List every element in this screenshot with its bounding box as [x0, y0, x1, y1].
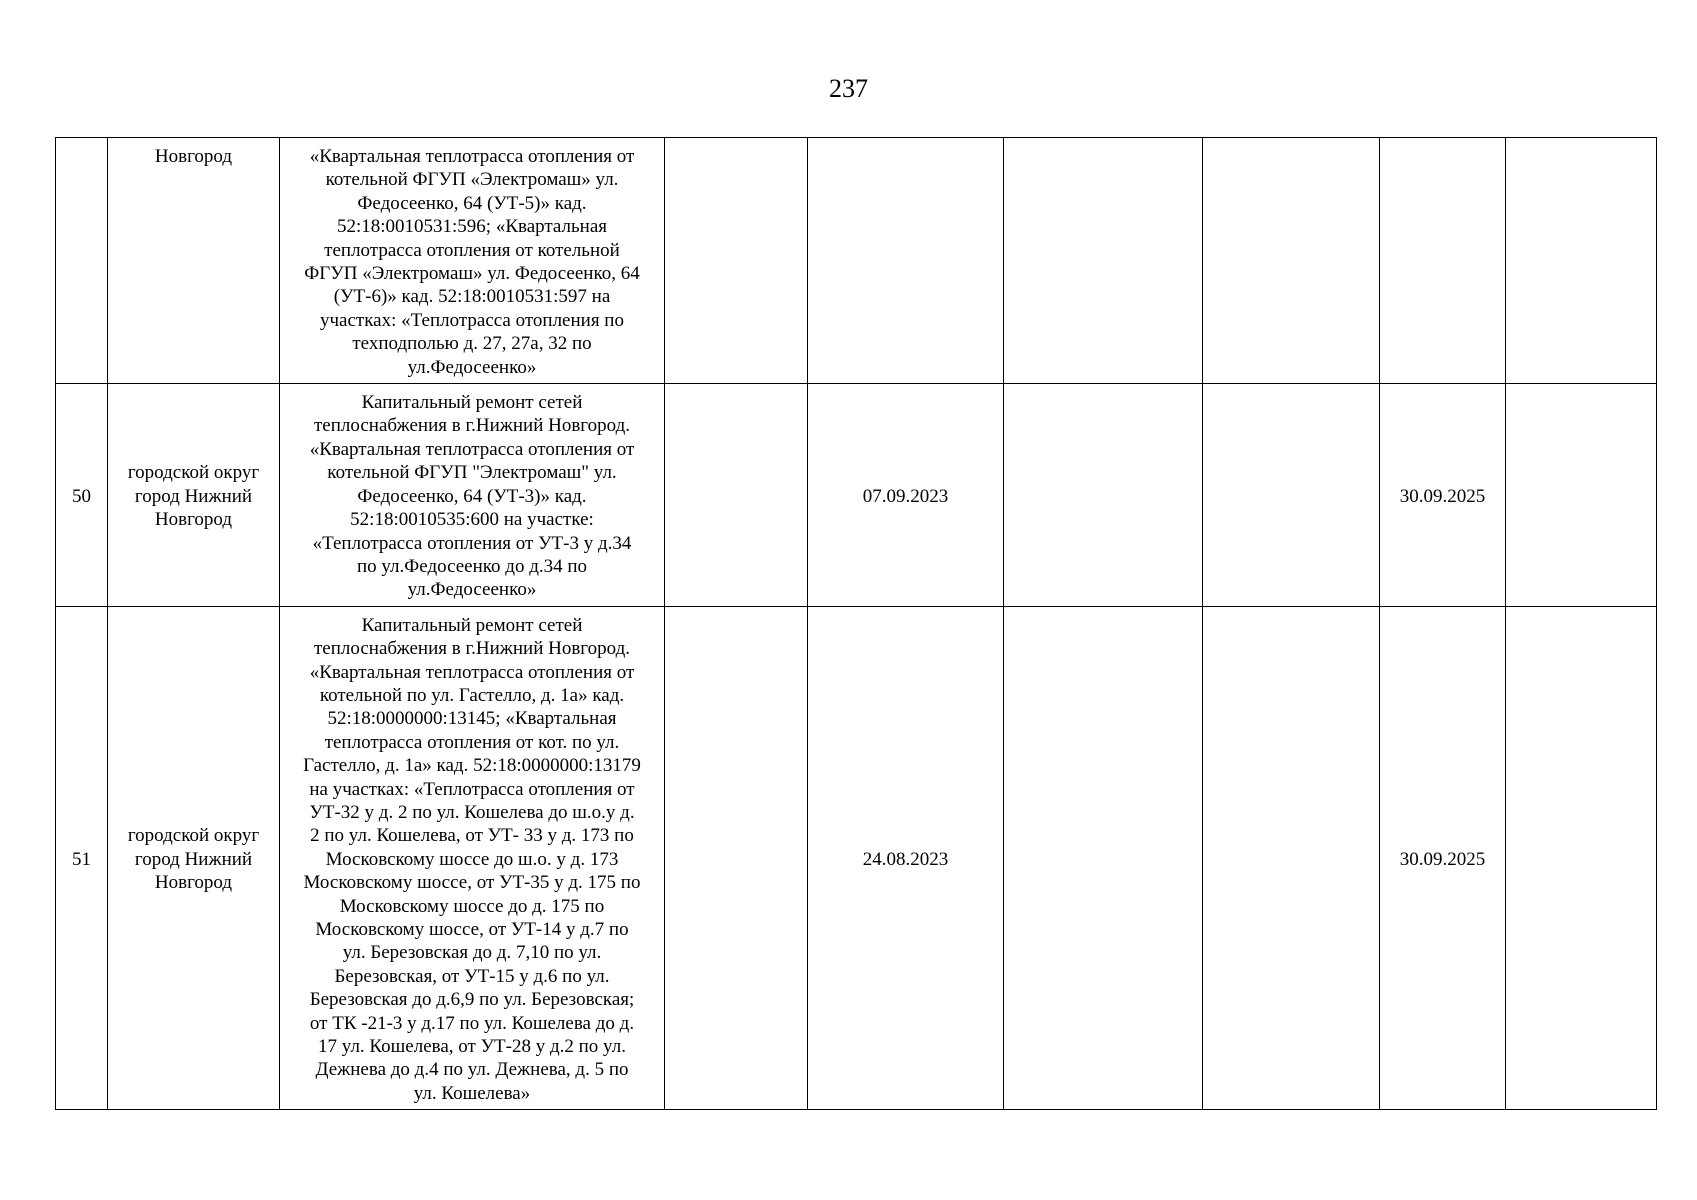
empty-cell: [665, 606, 808, 1110]
description-line: Гастелло, д. 1а» кад. 52:18:0000000:13179: [303, 755, 641, 777]
description-line: ул. Кошелева»: [413, 1082, 531, 1104]
row-number-cell: 50: [56, 384, 108, 607]
description-line: ул.Федосеенко»: [407, 356, 537, 378]
description-line: (УТ-6)» кад. 52:18:0010531:597 на: [333, 286, 611, 308]
start-date-cell: [808, 138, 1004, 384]
municipality-cell: городской округ город Нижний Новгород: [108, 384, 280, 607]
description-line: 2 по ул. Кошелева, от УТ- 33 у д. 173 по: [310, 825, 634, 847]
description-line: котельной по ул. Гастелло, д. 1а» кад.: [319, 684, 625, 706]
description-line: Московскому шоссе, от УТ-14 у д.7 по: [315, 919, 629, 940]
table-row: [56, 138, 1657, 384]
start-date-cell: 07.09.2023: [808, 384, 1004, 607]
description-line: УТ-32 у д. 2 по ул. Кошелева до ш.о.у д.: [309, 801, 635, 823]
description-line: теплотрасса отопления от кот. по ул.: [324, 731, 620, 753]
description-line: котельной ФГУП «Электромаш» ул.: [325, 169, 619, 191]
description-line: Московскому шоссе, от УТ-35 у д. 175 по: [303, 872, 641, 894]
description-line: «Квартальная теплотрасса отопления от: [309, 438, 635, 460]
empty-cell: [1004, 384, 1203, 607]
empty-cell: [1506, 384, 1657, 607]
empty-cell: [1203, 138, 1380, 384]
description-line: «Квартальная теплотрасса отопления от: [309, 146, 635, 167]
description-line: ФГУП «Электромаш» ул. Федосеенко, 64: [304, 263, 640, 285]
description-line: теплотрасса отопления от котельной: [324, 239, 620, 261]
description-cell: [280, 138, 665, 384]
description-line: котельной ФГУП "Электромаш" ул.: [327, 462, 617, 484]
end-date-cell: 30.09.2025: [1380, 606, 1506, 1110]
description-line: ул.Федосеенко»: [407, 579, 537, 601]
empty-cell: [1203, 606, 1380, 1110]
empty-cell: [1506, 138, 1657, 384]
description-line: 17 ул. Кошелева, от УТ-28 у д.2 по ул.: [318, 1036, 626, 1058]
description-line: Федосеенко, 64 (УТ-3)» кад.: [357, 485, 587, 507]
description-line: 52:18:0010535:600 на участке:: [350, 509, 594, 531]
municipality-cell: городской округ город Нижний Новгород: [108, 606, 280, 1110]
empty-cell: [665, 384, 808, 607]
description-line: Федосеенко, 64 (УТ-5)» кад.: [357, 192, 587, 214]
description-line: «Теплотрасса отопления от УТ-3 у д.34: [312, 532, 632, 554]
empty-cell: [1004, 138, 1203, 384]
description-line: ул. Березовская до д. 7,10 по ул.: [342, 942, 602, 964]
description-line: по ул.Федосеенко до д.34 по: [356, 555, 588, 577]
description-line: Березовская, от УТ-15 у д.6 по ул.: [334, 965, 610, 987]
description-line: техподполью д. 27, 27а, 32 по: [352, 333, 592, 355]
table-row: [56, 384, 1657, 607]
description-line: на участках: «Теплотрасса отопления от: [309, 778, 635, 800]
description-line: Березовская до д.6,9 по ул. Березовская;: [309, 989, 635, 1011]
description-line: Капитальный ремонт сетей: [361, 614, 583, 636]
description-line: Московскому шоссе до ш.о. у д. 173: [325, 848, 619, 870]
start-date-cell: 24.08.2023: [808, 606, 1004, 1110]
description-line: теплоснабжения в г.Нижний Новгород.: [314, 415, 630, 437]
empty-cell: [665, 138, 808, 384]
page-number: 237: [829, 74, 868, 103]
description-line: Капитальный ремонт сетей: [361, 392, 583, 414]
row-number-cell: 51: [56, 606, 108, 1110]
table-row: [56, 606, 1657, 1110]
description-line: теплоснабжения в г.Нижний Новгород.: [314, 638, 630, 660]
empty-cell: [1004, 606, 1203, 1110]
description-line: Московскому шоссе до д. 175 по: [339, 895, 605, 917]
description-line: 52:18:0010531:596; «Квартальная: [336, 216, 608, 238]
row-number-cell: [56, 138, 108, 384]
description-cell: [280, 384, 665, 607]
data-table: [55, 137, 1657, 1110]
description-line: участках: «Теплотрасса отопления по: [320, 309, 624, 331]
end-date-cell: 30.09.2025: [1380, 384, 1506, 607]
description-line: от ТК -21-3 у д.17 по ул. Кошелева до д.: [309, 1012, 635, 1034]
description-line: «Квартальная теплотрасса отопления от: [309, 661, 635, 683]
municipality-cell: Новгород: [108, 138, 280, 384]
description-line: Дежнева до д.4 по ул. Дежнева, д. 5 по: [315, 1059, 629, 1081]
empty-cell: [1203, 384, 1380, 607]
description-line: 52:18:0000000:13145; «Квартальная: [327, 708, 617, 730]
description-cell: [280, 606, 665, 1110]
end-date-cell: [1380, 138, 1506, 384]
empty-cell: [1506, 606, 1657, 1110]
